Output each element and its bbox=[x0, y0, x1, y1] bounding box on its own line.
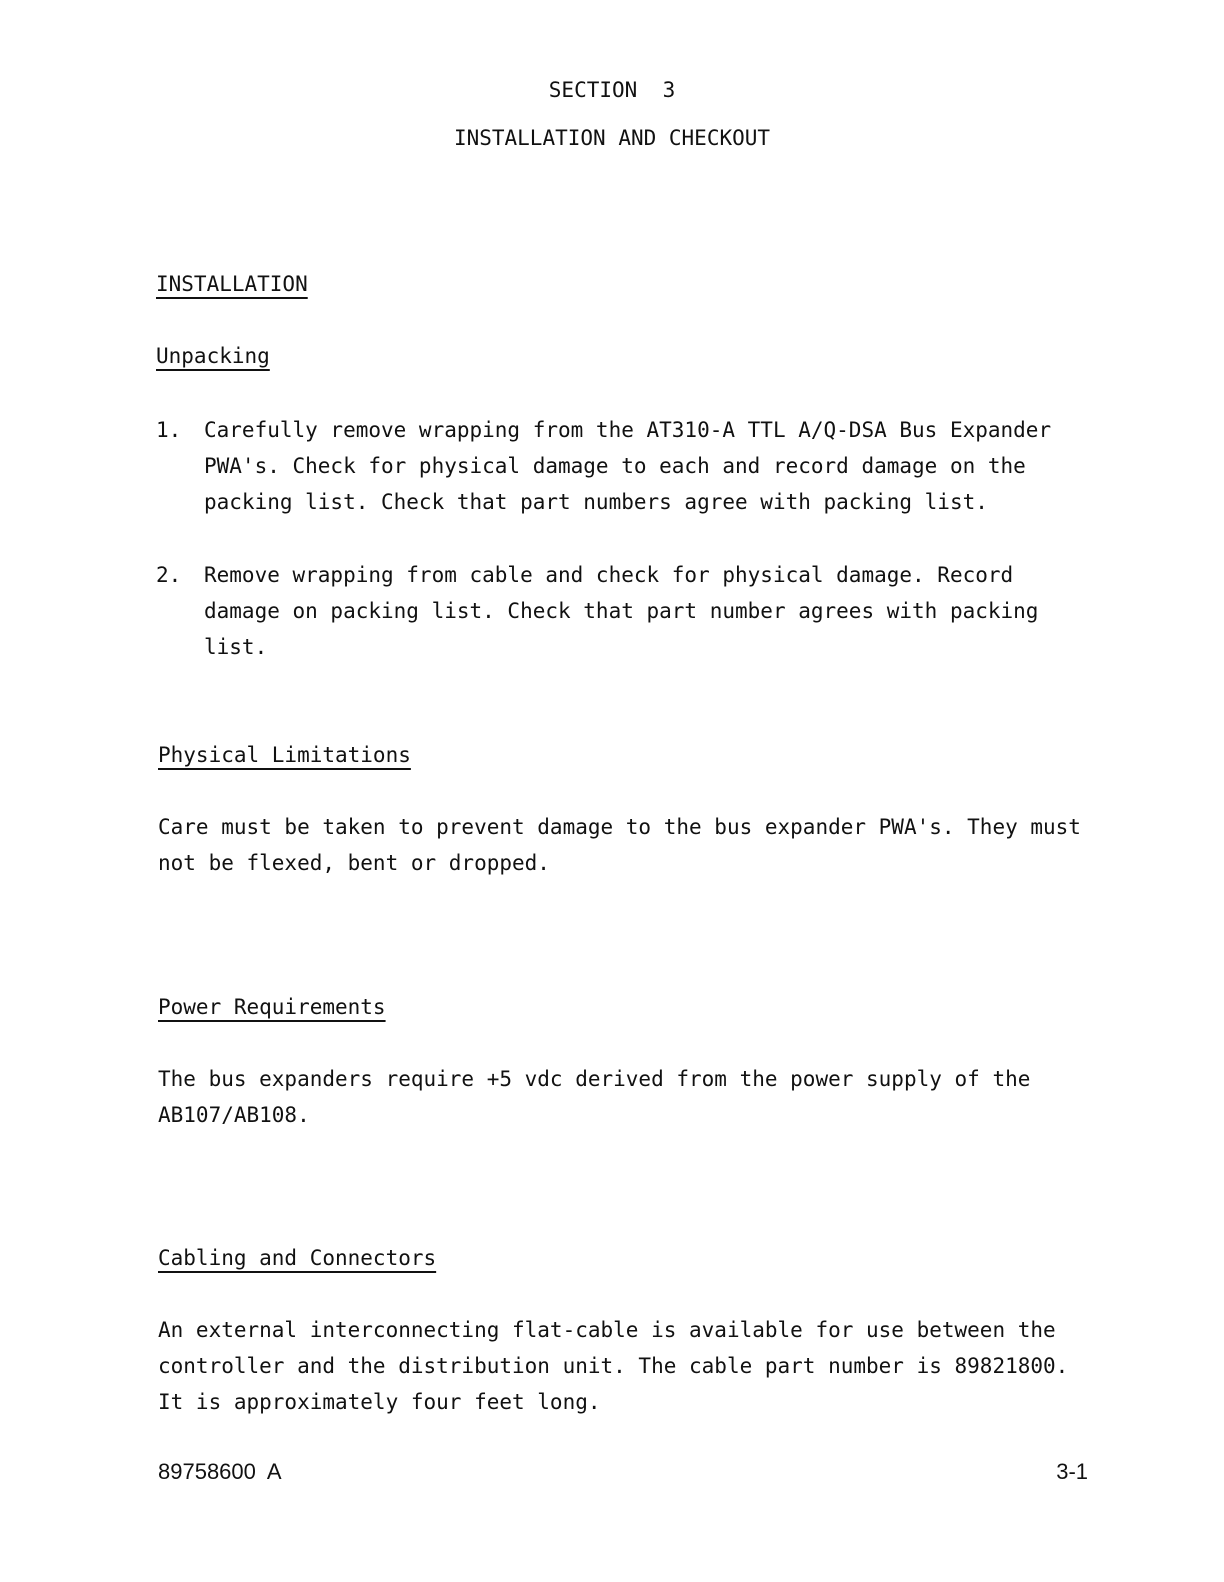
cabling-heading: Cabling and Connectors bbox=[158, 1246, 437, 1270]
list-item-number: 2. bbox=[156, 563, 182, 587]
section-title: INSTALLATION AND CHECKOUT bbox=[453, 126, 771, 150]
unpacking-step-2: Remove wrapping from cable and check for physical damage. Record damage on packing list. Check that part number agrees with packing list. bbox=[204, 563, 1039, 659]
list-item-number: 1. bbox=[156, 418, 182, 442]
installation-heading: INSTALLATION bbox=[156, 272, 308, 296]
power-requirements-heading: Power Requirements bbox=[158, 995, 386, 1019]
section-number: SECTION 3 bbox=[548, 78, 676, 102]
unpacking-heading: Unpacking bbox=[156, 344, 270, 368]
unpacking-step-1: Carefully remove wrapping from the AT310-A TTL A/Q-DSA Bus Expander PWA's. Check for physical damage to each and record damage on the packing list. Check that part numbers agree with packing list. bbox=[204, 418, 1052, 514]
power-requirements-text: The bus expanders require +5 vdc derived from the power supply of the AB107/AB108. bbox=[158, 1067, 1031, 1127]
document-number: 89758600 A bbox=[158, 1459, 282, 1484]
physical-limitations-heading: Physical Limitations bbox=[158, 743, 411, 767]
cabling-text: An external interconnecting flat-cable is available for use between the controller and the distribution unit. The cable part number is 89821800. It is approximately four feet long. bbox=[158, 1318, 1069, 1414]
page-number: 3-1 bbox=[1056, 1459, 1088, 1484]
physical-limitations-text: Care must be taken to prevent damage to the bus expander PWA's. They must not be flexed, bent or dropped. bbox=[158, 815, 1081, 875]
